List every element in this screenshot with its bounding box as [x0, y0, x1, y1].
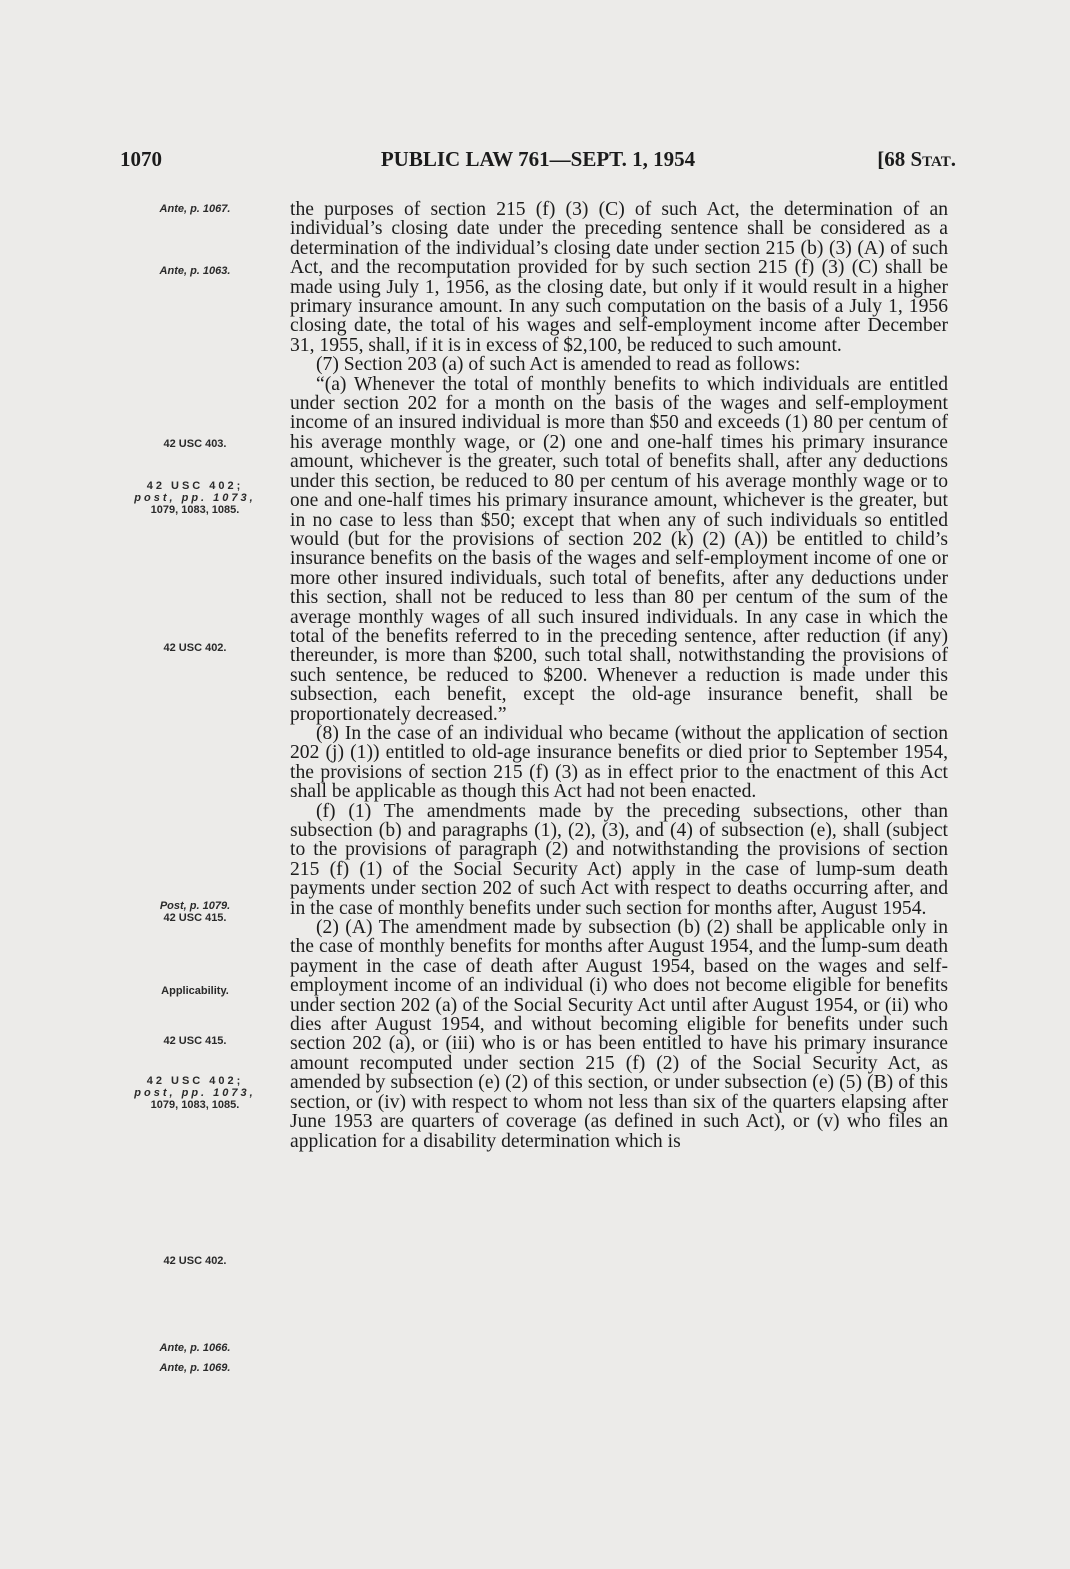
- paragraph: “(a) Whenever the total of monthly benefits to which individuals are entitled under section 202 for a month on the basis of the wages and self-employment income of an insured individual is more than $50 and exceeds (1) 80 per centum of his average monthly wage, or (2) one and one-half times his primary insurance amount, whichever is the greater, such total of benefits shall, after any deductions under this section, be reduced to 80 per centum of his average monthly wage or to one and one-half times his primary insurance amount, whichever is the greater, but in no case to less than $50; except that when any of such individuals so entitled would (but for the provisions of section 202 (k) (2) (A)) be entitled to child’s insurance benefits on the basis of the wages and self-employment income of one or more other insured individuals, such total of benefits, after any deductions under this section, shall not be reduced to less than 80 per centum of the sum of the average monthly wages of all such insured individuals. In any case in which the total of the benefits referred to in the preceding sentence, after reduction (if any) thereunder, is more than $200, such total shall, notwithstanding the provisions of such sentence, be reduced to $200. Whenever a reduction is made under this subsection, each benefit, except the old-age insurance benefit, shall be proportionately decreased.”: [290, 373, 948, 725]
- header-title: PUBLIC LAW 761—SEPT. 1, 1954: [380, 147, 696, 171]
- margin-note: Ante, p. 1066.: [159, 1342, 231, 1354]
- paragraph: (2) (A) The amendment made by subsection (b) (2) shall be applicable only in the case of monthly benefits for months after August 1954, and the lump-sum death payment in the case of death after August 1954, based on the wages and self-employment income of an individual (i) who does not become eligible for benefits under section 202 (a) of the Social Security Act until after August 1954, or (ii) who dies after August 1954, and without becoming eligible for benefits under such section 202 (a), or (iii) who is or has been entitled to have his primary insurance amount recomputed under section 215 (f) (2) of the Social Security Act, as amended by subsection (e) (2) of this section, or under subsection (e) (5) (B) of this section, or (iv) with respect to whom not less than six of the quarters elapsing after June 1953 are quarters of coverage (as defined in such Act), or (v) who files an application for a disability determination which is: [290, 917, 948, 1152]
- margin-note: 42 USC 402.: [163, 642, 227, 654]
- margin-note: Applicability.: [161, 985, 229, 997]
- page-number: 1070: [120, 147, 162, 171]
- statute-body: [290, 200, 948, 1151]
- margin-note: 42 USC 415.: [163, 1035, 227, 1047]
- paragraph: (8) In the case of an individual who became (without the application of section 202 (j) (1)) entitled to old-age insurance benefits or died prior to September 1954, the provisions of section 215 (f) (3) as in effect prior to the enactment of this Act shall be applicable as though this Act had not been enacted.: [290, 722, 948, 803]
- margin-note: 42 USC 403.: [163, 438, 227, 450]
- margin-note: Ante, p. 1067.: [159, 203, 231, 215]
- margin-note: Ante, p. 1069.: [159, 1362, 231, 1374]
- margin-note: Ante, p. 1063.: [159, 265, 231, 277]
- margin-note: 42 USC 402.: [163, 1255, 227, 1267]
- paragraph: the purposes of section 215 (f) (3) (C) of such Act, the determination of an individual’s closing date under the preceding sentence shall be considered as a determination of the individual’s closing date under section 215 (b) (3) (A) of such Act, and the recomputation provided for by such section 215 (f) (3) (C) shall be made using July 1, 1956, as the closing date, but only if it would result in a higher primary insurance amount. In any such computation on the basis of a July 1, 1956 closing date, the total of his wages and self-employment income after December 31, 1955, shall, if it is in excess of $2,100, be reduced to such amount.: [290, 199, 948, 356]
- paragraph: (f) (1) The amendments made by the preceding subsections, other than subsection (b) and paragraphs (1), (2), (3), and (4) of subsection (e), shall (subject to the provisions of paragraph (2) and notwithstanding the provisions of section 215 (f) (1) of the Social Security Act) apply in the case of lump-sum death payments under section 202 of such Act with respect to deaths occurring after, and in the case of monthly benefits under such section for months after, August 1954.: [290, 800, 948, 919]
- margin-note: 42 USC 402; post, pp. 1073, 1079, 1083, 1085.: [134, 1075, 256, 1111]
- margin-notes: [120, 0, 270, 1569]
- paragraph: (7) Section 203 (a) of such Act is amended to read as follows:: [316, 354, 801, 376]
- statute-reference: [68 Stat.: [877, 147, 956, 171]
- margin-note: Post, p. 1079. 42 USC 415.: [159, 900, 231, 924]
- margin-note: 42 USC 402; post, pp. 1073, 1079, 1083, 1085.: [134, 480, 256, 516]
